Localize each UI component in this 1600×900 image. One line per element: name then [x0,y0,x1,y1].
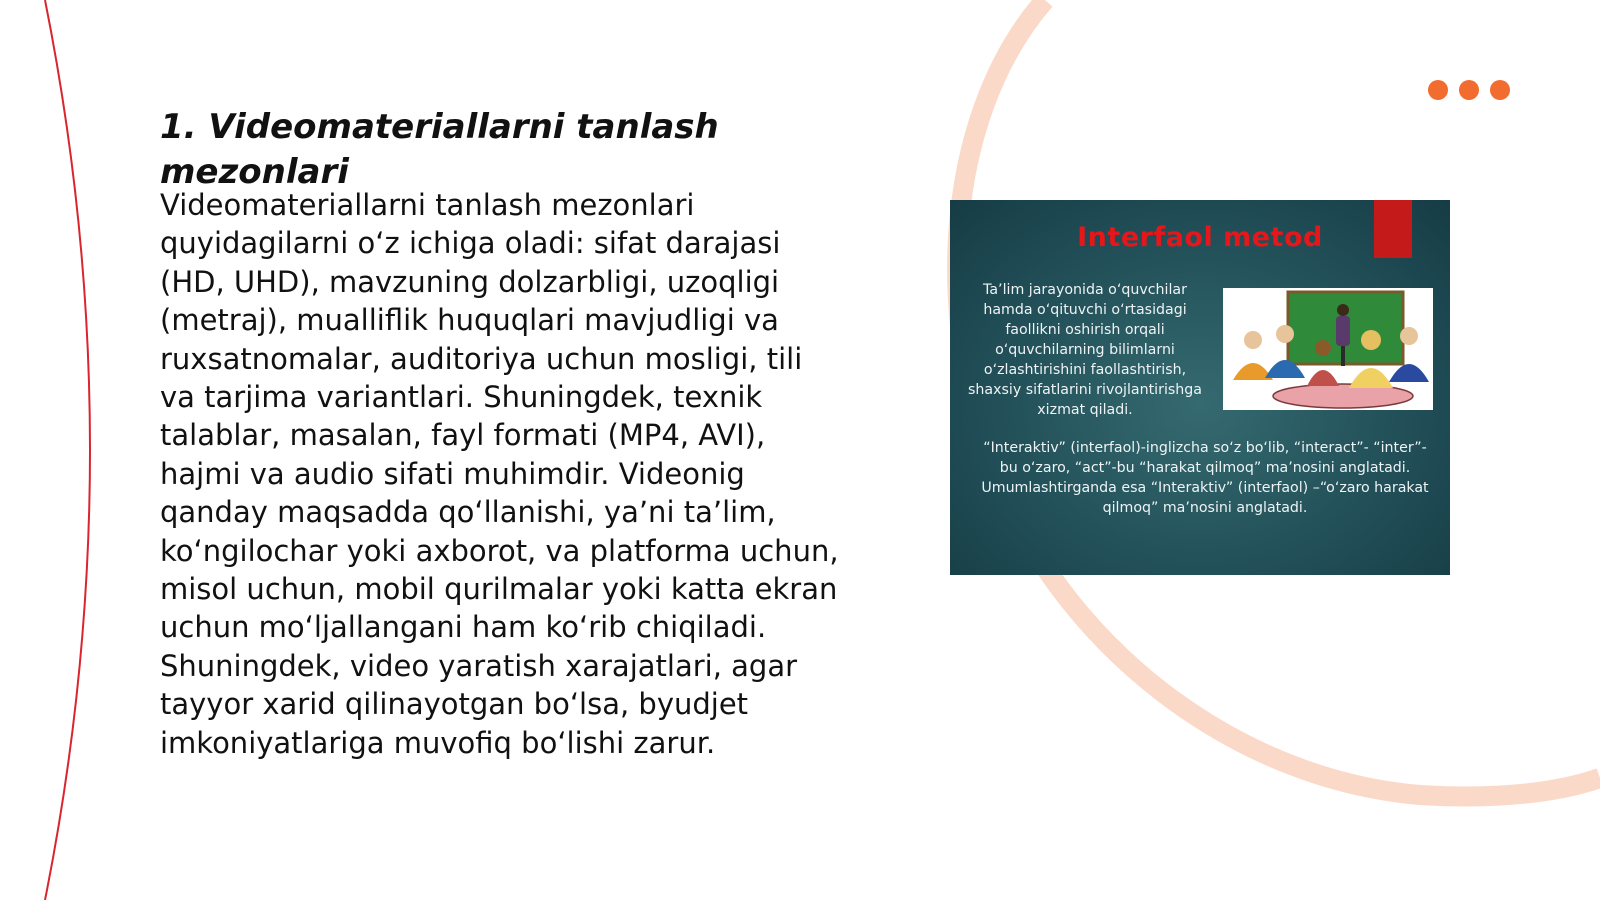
body-paragraph: Videomateriallarni tanlash mezonlari quyidagilarni o‘z ichiga oladi: sifat darajasi (HD, UHD), mavzuning dolzarbligi, uzoqligi (metraj), mualliflik huquqlari mavjudligi va ruxsatnomalar, auditoriya uchun mosligi, tili va tarjima variantlari. Shuningdek, texnik talablar, masalan, fayl formati (MP4, AVI), hajmi va audio sifati muhimdir. Videonig qanday maqsadda qo‘llanishi, ya’ni ta’lim, ko‘ngilochar yoki axborot, va platforma uchun, misol uchun, mobil qurilmalar yoki katta ekran uchun mo‘ljallangani ham ko‘rib chiqiladi. Shuningdek, video yaratish xarajatlari, agar tayyor xarid qilinayotgan bo‘lsa, byudjet imkoniyatlariga muvofiq bo‘lishi zarur. [160,188,839,760]
page-title: 1. Videomateriallarni tanlash mezonlari [160,107,719,192]
dot-icon [1490,80,1510,100]
decorative-dots [1428,80,1510,100]
dot-icon [1428,80,1448,100]
dot-icon [1459,80,1479,100]
decorative-red-line [45,0,90,900]
slide-paragraph-2: “Interaktiv” (interfaol)-inglizcha so‘z bo‘lib, “interact”- “inter”-bu o‘zaro, “act”-bu “harakat qilmoq” ma’nosini anglatadi. Umumlashtirganda esa “Interaktiv” (interfaol) –“o‘zaro harakat qilmoq” ma’nosini anglatadi. [981,440,1429,516]
embedded-slide-image [950,200,1450,575]
classroom-illustration [1223,288,1433,410]
slide-title: Interfaol metod [1077,222,1323,253]
classroom-picture-icon [1223,288,1433,410]
slide-paragraph-1: Ta’lim jarayonida o‘quvchilar hamda o‘qituvchi o‘rtasidagi faollikni oshirish orqali o‘quvchilarning bilimlarni o‘zlashtirishini faollashtirish, shaxsiy sifatlarini rivojlantirishga xizmat qiladi. [968,282,1202,418]
